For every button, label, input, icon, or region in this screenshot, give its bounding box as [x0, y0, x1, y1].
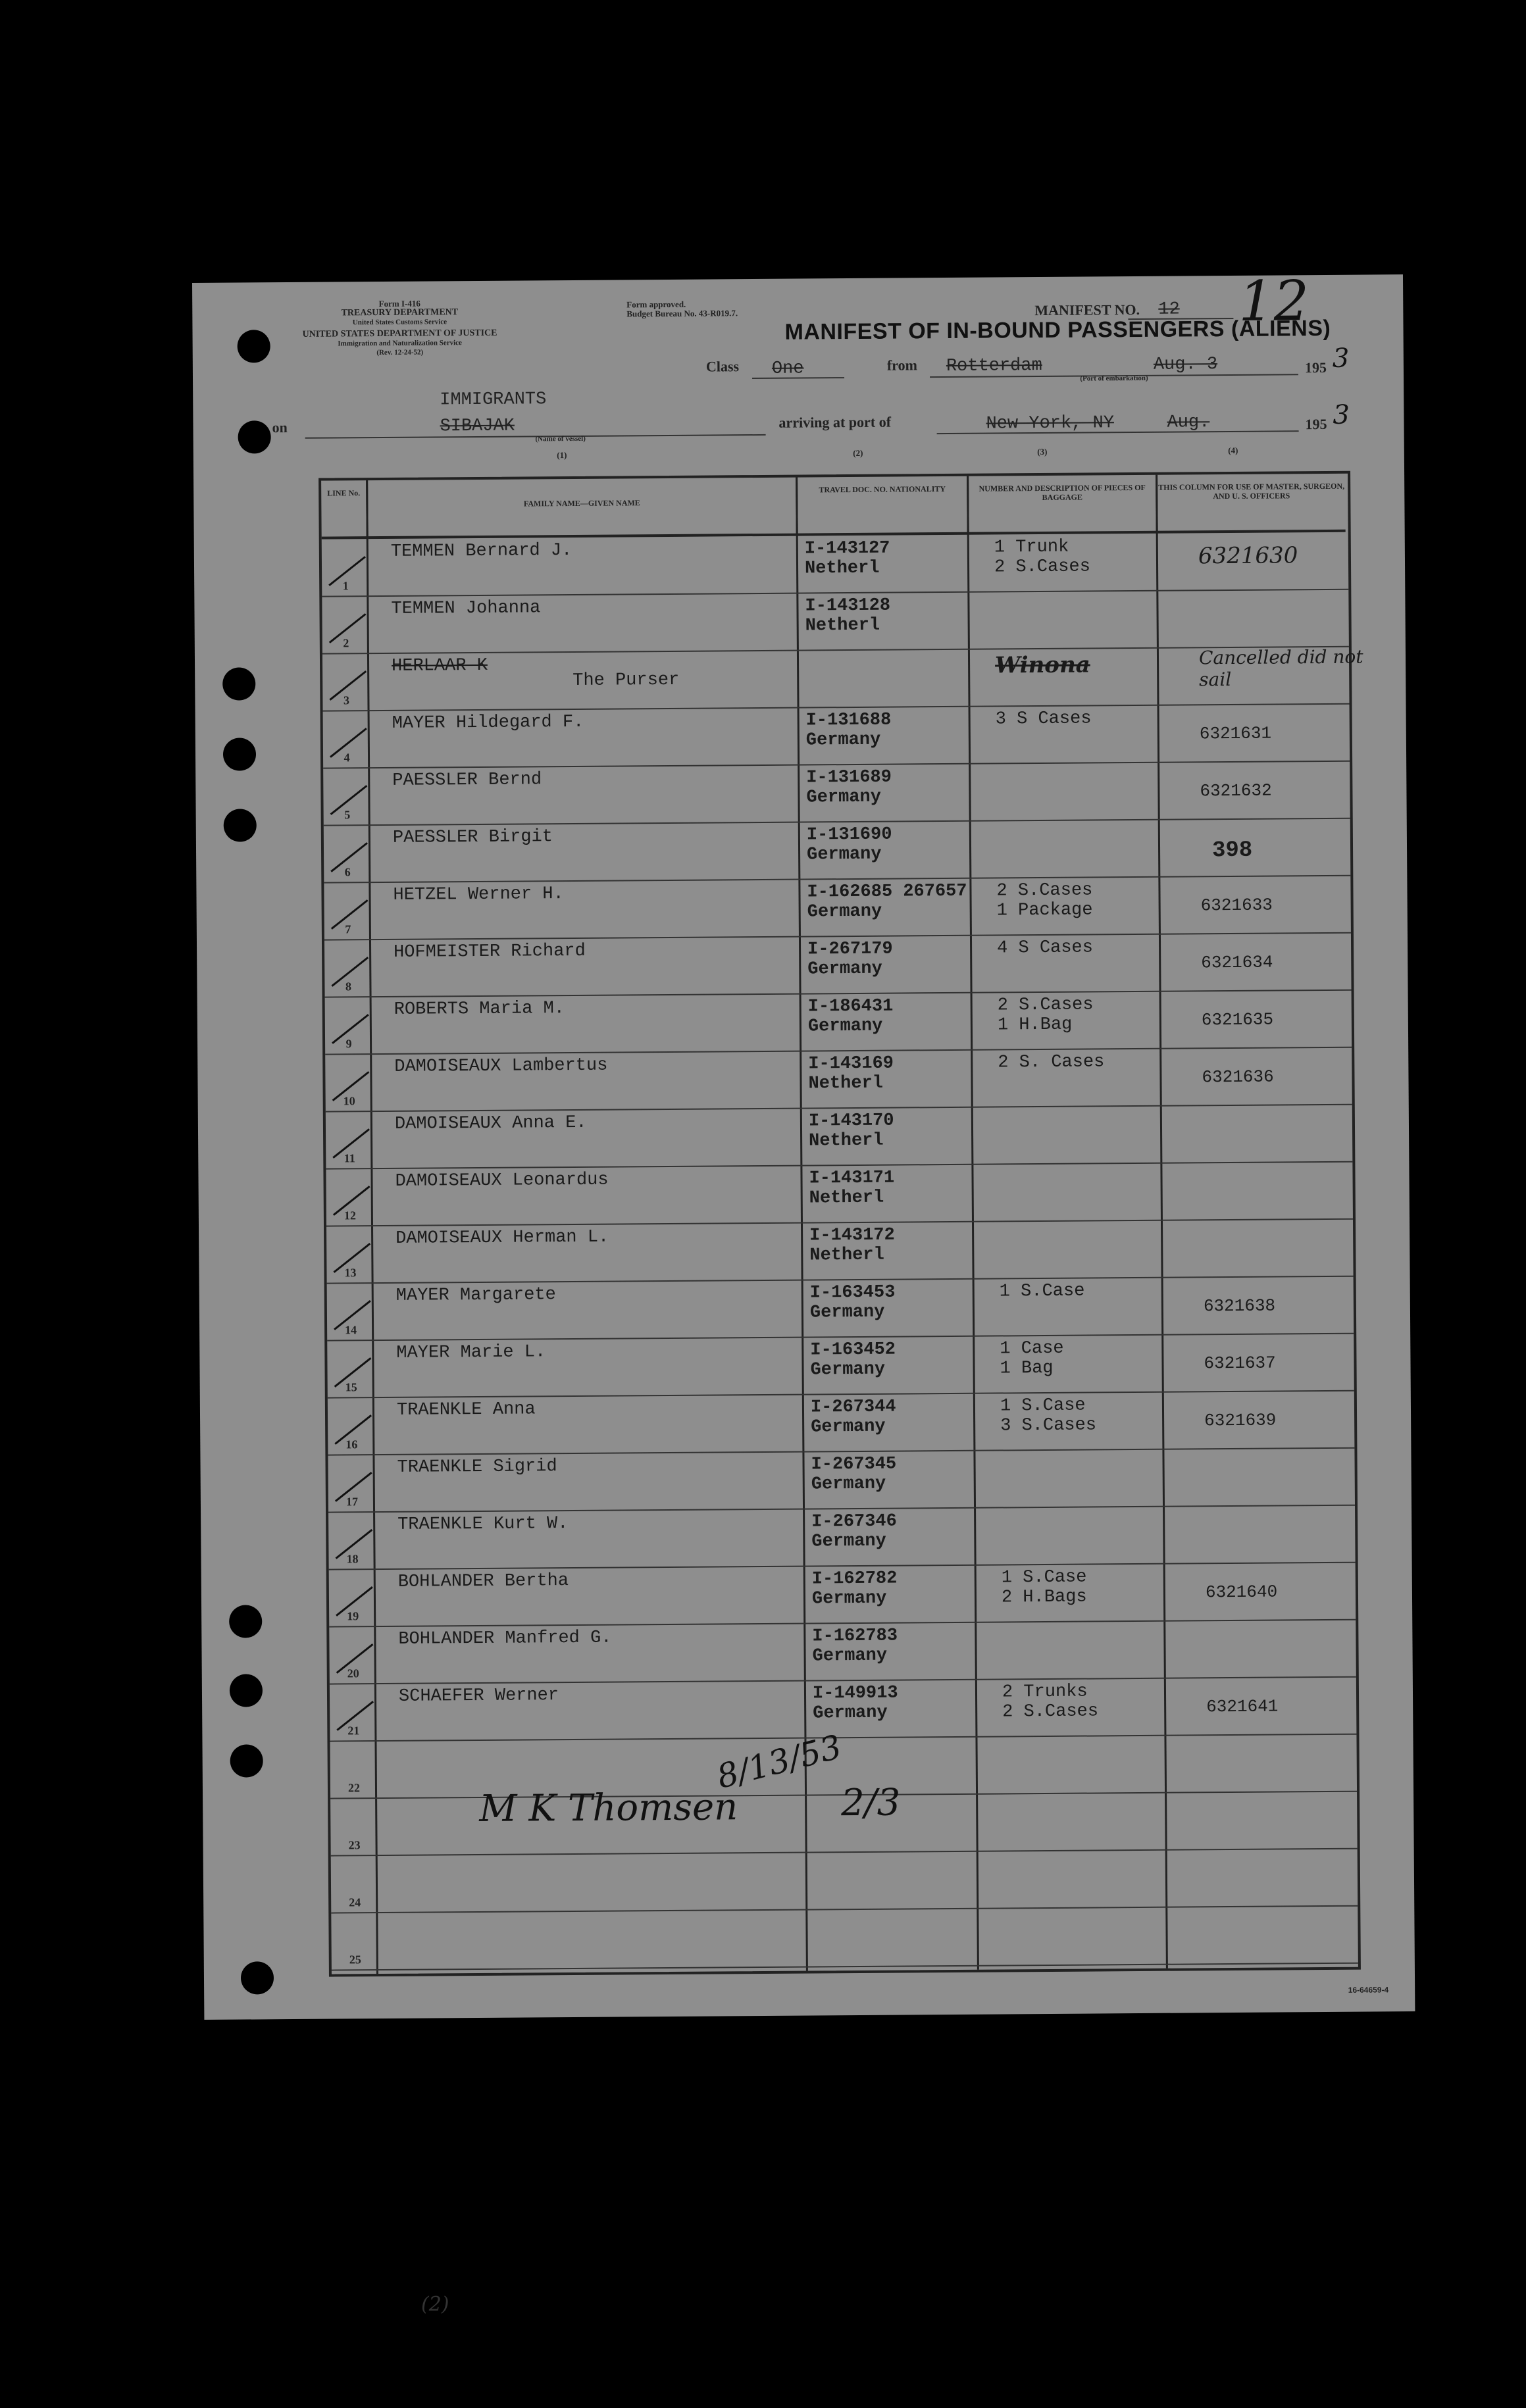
punch-hole — [222, 667, 255, 700]
official-entry: 6321638 — [1203, 1295, 1276, 1317]
nationality: Germany — [807, 901, 882, 922]
table-row — [328, 1505, 1356, 1570]
passenger-name: MAYER Hildegard F. — [392, 712, 584, 734]
official-entry: 6321630 — [1198, 542, 1298, 570]
nationality: Germany — [809, 1302, 885, 1323]
passenger-name: BOHLANDER Bertha — [397, 1571, 569, 1592]
official-entry: 6321634 — [1201, 952, 1273, 973]
line-number: 15 — [345, 1380, 357, 1394]
passenger-name: SCHAEFER Werner — [398, 1686, 559, 1707]
punch-hole — [230, 1744, 263, 1777]
travel-doc-number: I-163453 — [809, 1282, 896, 1303]
travel-doc-number: I-143169 — [808, 1053, 894, 1074]
travel-doc-number: I-143128 — [805, 595, 891, 616]
col-header-doc: TRAVEL DOC. NO. NATIONALITY — [798, 476, 969, 536]
form-code: 16-64659-4 — [1348, 1985, 1389, 1995]
baggage-line-1: 1 S.Case — [999, 1281, 1085, 1302]
table-row — [327, 1333, 1354, 1399]
table-row — [323, 761, 1350, 826]
table-row — [331, 1848, 1358, 1914]
travel-doc-number: I-143171 — [809, 1168, 895, 1189]
col-num-1: (1) — [557, 450, 567, 461]
nationality: Germany — [806, 844, 882, 865]
punch-hole — [238, 420, 270, 453]
table-row — [325, 990, 1352, 1055]
signature-extra: 2/3 — [840, 1781, 901, 1825]
official-entry: 6321636 — [1202, 1066, 1274, 1088]
line-number: 14 — [345, 1323, 357, 1337]
line-number: 2 — [343, 636, 349, 650]
arriving-label: arriving at port of — [778, 413, 892, 431]
passenger-name: DAMOISEAUX Herman L. — [395, 1227, 609, 1249]
baggage-line-1: 2 S.Cases — [997, 995, 1094, 1016]
line-number: 9 — [345, 1037, 352, 1051]
table-row — [326, 1161, 1353, 1227]
arrival-date: Aug. — [1167, 413, 1210, 433]
nationality: Netherl — [809, 1188, 884, 1209]
from-label: from — [886, 357, 918, 374]
line-number: 20 — [347, 1667, 359, 1680]
nationality: Germany — [811, 1588, 887, 1609]
punch-hole — [229, 1605, 262, 1638]
manifest-title: MANIFEST OF IN-BOUND PASSENGERS (ALIENS) — [784, 315, 1331, 345]
baggage-line-1: 2 Trunks — [1002, 1682, 1088, 1703]
nationality: Germany — [810, 1359, 886, 1380]
arrival-port: New York, NY — [986, 413, 1115, 434]
official-entry: 398 — [1211, 838, 1253, 864]
table-row — [325, 1047, 1352, 1113]
table-row — [330, 1676, 1357, 1742]
official-entry: 6321632 — [1200, 780, 1272, 801]
revision: (Rev. 12-24-52) — [376, 348, 424, 357]
passenger-name: MAYER Margarete — [395, 1285, 556, 1306]
vessel-name: SIBAJAK — [440, 416, 515, 437]
official-entry: 6321631 — [1199, 723, 1272, 744]
col-header-line: LINE No. — [321, 480, 369, 539]
passenger-name: DAMOISEAUX Anna E. — [394, 1113, 587, 1134]
form-approved: Form approved. — [626, 299, 686, 310]
travel-doc-number: I-163452 — [810, 1340, 896, 1361]
official-entry: 6321633 — [1200, 895, 1273, 916]
baggage-line-2: 1 H.Bag — [997, 1015, 1073, 1036]
baggage-line-1: 3 S Cases — [995, 709, 1092, 730]
on-label: on — [272, 418, 288, 436]
nationality: Netherl — [809, 1130, 884, 1151]
table-row — [326, 1104, 1353, 1170]
col-header-name: FAMILY NAME—GIVEN NAME — [368, 478, 798, 539]
line-number: 13 — [344, 1266, 357, 1280]
line-number: 4 — [343, 751, 350, 765]
table-row — [328, 1447, 1355, 1513]
punch-hole — [241, 1961, 274, 1994]
embarkation-note: (Port of embarkation) — [1080, 374, 1148, 383]
passenger-name: HERLAAR K — [391, 655, 488, 676]
nationality: Germany — [805, 730, 881, 751]
budget-bureau: Budget Bureau No. 43-R019.7. — [626, 308, 738, 319]
table-row — [323, 703, 1350, 769]
line-number: 21 — [347, 1724, 360, 1738]
travel-doc-number: I-131688 — [805, 710, 892, 731]
nationality: Netherl — [804, 558, 880, 579]
year-prefix-1: 195 — [1304, 359, 1327, 376]
class-value: One — [771, 359, 804, 379]
travel-doc-number: I-143127 — [804, 538, 890, 559]
baggage-line-2: 3 S.Cases — [1000, 1415, 1097, 1436]
vessel-note-immigrants: IMMIGRANTS — [440, 389, 547, 411]
year-prefix-2: 195 — [1305, 415, 1327, 433]
manifest-no-handwritten: 12 — [1238, 268, 1310, 334]
table-row — [329, 1562, 1356, 1628]
baggage-line-1: 1 S.Case — [1001, 1567, 1087, 1588]
bottom-mark: (2) — [421, 2293, 449, 2316]
nationality: Germany — [811, 1417, 886, 1438]
travel-doc-number: I-267346 — [811, 1511, 897, 1532]
passenger-name: DAMOISEAUX Leonardus — [395, 1170, 609, 1191]
passenger-name: DAMOISEAUX Lambertus — [394, 1055, 608, 1077]
nationality: Netherl — [805, 615, 880, 636]
baggage-line-2: 1 Package — [996, 900, 1093, 921]
table-row — [324, 875, 1351, 941]
passenger-name: PAESSLER Bernd — [392, 770, 542, 791]
official-entry: 6321637 — [1204, 1353, 1276, 1374]
passenger-name: MAYER Marie L. — [396, 1342, 546, 1363]
official-entry: 6321639 — [1204, 1410, 1277, 1431]
table-row — [329, 1619, 1356, 1685]
baggage-line-2: 2 H.Bags — [1001, 1587, 1087, 1608]
travel-doc-number: I-143172 — [809, 1225, 895, 1246]
manifest-sheet — [192, 268, 1415, 2020]
punch-hole — [230, 1674, 263, 1707]
line-number: 5 — [344, 808, 351, 822]
line-number: 23 — [348, 1838, 361, 1852]
baggage-line-1: 1 Trunk — [994, 537, 1069, 558]
travel-doc-number: I-162783 — [812, 1626, 898, 1647]
table-row — [322, 589, 1349, 655]
manifest-no-typed: 12 — [1158, 299, 1180, 320]
line-number: 16 — [345, 1438, 358, 1451]
col-num-4: (4) — [1228, 445, 1238, 456]
vessel-note: (Name of vessel) — [535, 434, 586, 443]
justice-dept: UNITED STATES DEPARTMENT OF JUSTICE — [302, 328, 497, 339]
official-entry: 6321635 — [1201, 1009, 1274, 1030]
travel-doc-number: I-267345 — [811, 1454, 897, 1475]
departure-date: Aug. 3 — [1153, 355, 1218, 375]
nationality: Germany — [811, 1531, 886, 1552]
col-header-baggage: NUMBER AND DESCRIPTION OF PIECES OF BAGGAGE — [969, 475, 1158, 535]
travel-doc-number: I-162685 267657 — [807, 881, 967, 903]
line-number: 25 — [349, 1953, 361, 1967]
form-number: Form I-416 — [378, 298, 420, 309]
line-number: 22 — [347, 1781, 361, 1795]
baggage-line-2: 2 S.Cases — [1002, 1701, 1099, 1722]
table-row — [326, 1218, 1354, 1284]
passenger-name: TRAENKLE Sigrid — [397, 1457, 557, 1478]
nationality: Netherl — [808, 1073, 884, 1094]
nationality: Germany — [811, 1474, 886, 1495]
signature-date: 8/13/53 — [713, 1727, 846, 1796]
nationality: Germany — [806, 787, 882, 808]
embarkation-port: Rotterdam — [946, 355, 1042, 377]
line-number: 11 — [343, 1151, 355, 1165]
baggage-line-1: 1 Case — [1000, 1338, 1064, 1359]
nationality: Germany — [807, 1016, 883, 1037]
baggage-line-1: 2 S.Cases — [996, 880, 1093, 901]
passenger-name: HETZEL Werner H. — [393, 884, 564, 905]
purser-note: The Purser — [572, 670, 680, 691]
table-row — [328, 1390, 1355, 1456]
line-number: 24 — [349, 1895, 361, 1909]
class-label: Class — [705, 358, 740, 375]
official-entry: 6321640 — [1205, 1582, 1278, 1603]
passenger-name: TEMMEN Bernard J. — [390, 540, 572, 562]
official-entry: 6321641 — [1206, 1696, 1279, 1717]
table-row — [327, 1276, 1354, 1342]
table-row — [322, 532, 1349, 597]
line-number: 18 — [346, 1552, 359, 1566]
nationality: Germany — [813, 1703, 888, 1724]
passenger-name: HOFMEISTER Richard — [394, 941, 586, 963]
travel-doc-number: I-267344 — [810, 1397, 896, 1418]
customs-service: United States Customs Service — [352, 318, 447, 327]
baggage-line-1: 1 S.Case — [1000, 1395, 1086, 1417]
nationality: Netherl — [809, 1245, 884, 1266]
manifest-no-label: MANIFEST NO. — [1034, 301, 1140, 319]
line-number: 8 — [345, 980, 352, 993]
punch-hole — [223, 738, 256, 770]
punch-hole — [224, 809, 257, 841]
line-number: 6 — [344, 865, 351, 879]
baggage-line-2: 1 Bag — [1000, 1358, 1054, 1379]
official-entry: Cancelled did not sail — [1198, 645, 1363, 691]
passenger-name: BOHLANDER Manfred G. — [398, 1628, 612, 1649]
line-number: 12 — [343, 1209, 356, 1222]
baggage-line-1: 2 S. Cases — [998, 1052, 1105, 1073]
baggage-line-1: Winona — [994, 651, 1090, 679]
year-handwritten-1: 3 — [1332, 343, 1350, 374]
travel-doc-number: I-162782 — [811, 1568, 898, 1590]
line-number: 19 — [347, 1609, 359, 1623]
passenger-name: ROBERTS Maria M. — [394, 999, 565, 1020]
baggage-line-1: 4 S Cases — [996, 938, 1094, 959]
col-header-official: THIS COLUMN FOR USE OF MASTER, SURGEON, AND U. S. OFFICERS — [1157, 474, 1346, 534]
table-row — [331, 1905, 1358, 1971]
passenger-name: PAESSLER Birgit — [392, 827, 553, 848]
ins-service: Immigration and Naturalization Service — [338, 339, 462, 348]
col-num-3: (3) — [1037, 446, 1048, 457]
baggage-line-2: 2 S.Cases — [994, 557, 1090, 578]
signature-name: M K Thomsen — [478, 1786, 738, 1831]
passenger-name: TEMMEN Johanna — [391, 598, 541, 619]
table-row — [324, 932, 1352, 998]
line-number: 7 — [345, 922, 351, 936]
table-row — [322, 645, 1363, 712]
treasury-dept: TREASURY DEPARTMENT — [341, 307, 459, 318]
col-num-2: (2) — [853, 447, 863, 458]
nationality: Germany — [812, 1645, 888, 1667]
passenger-name: TRAENKLE Kurt W. — [397, 1514, 569, 1535]
line-number: 17 — [345, 1495, 359, 1509]
punch-hole — [238, 330, 270, 363]
travel-doc-number: I-186431 — [807, 996, 894, 1017]
table-row — [324, 818, 1351, 884]
nationality: Germany — [807, 959, 882, 980]
line-number: 1 — [342, 579, 349, 593]
travel-doc-number: I-143170 — [808, 1111, 894, 1132]
year-handwritten-2: 3 — [1333, 399, 1350, 430]
travel-doc-number: I-131689 — [806, 767, 892, 788]
travel-doc-number: I-131690 — [806, 824, 892, 845]
travel-doc-number: I-149913 — [812, 1683, 898, 1704]
line-number: 3 — [343, 693, 350, 707]
travel-doc-number: I-267179 — [807, 939, 893, 960]
line-number: 10 — [343, 1094, 355, 1108]
passenger-name: TRAENKLE Anna — [396, 1399, 536, 1420]
